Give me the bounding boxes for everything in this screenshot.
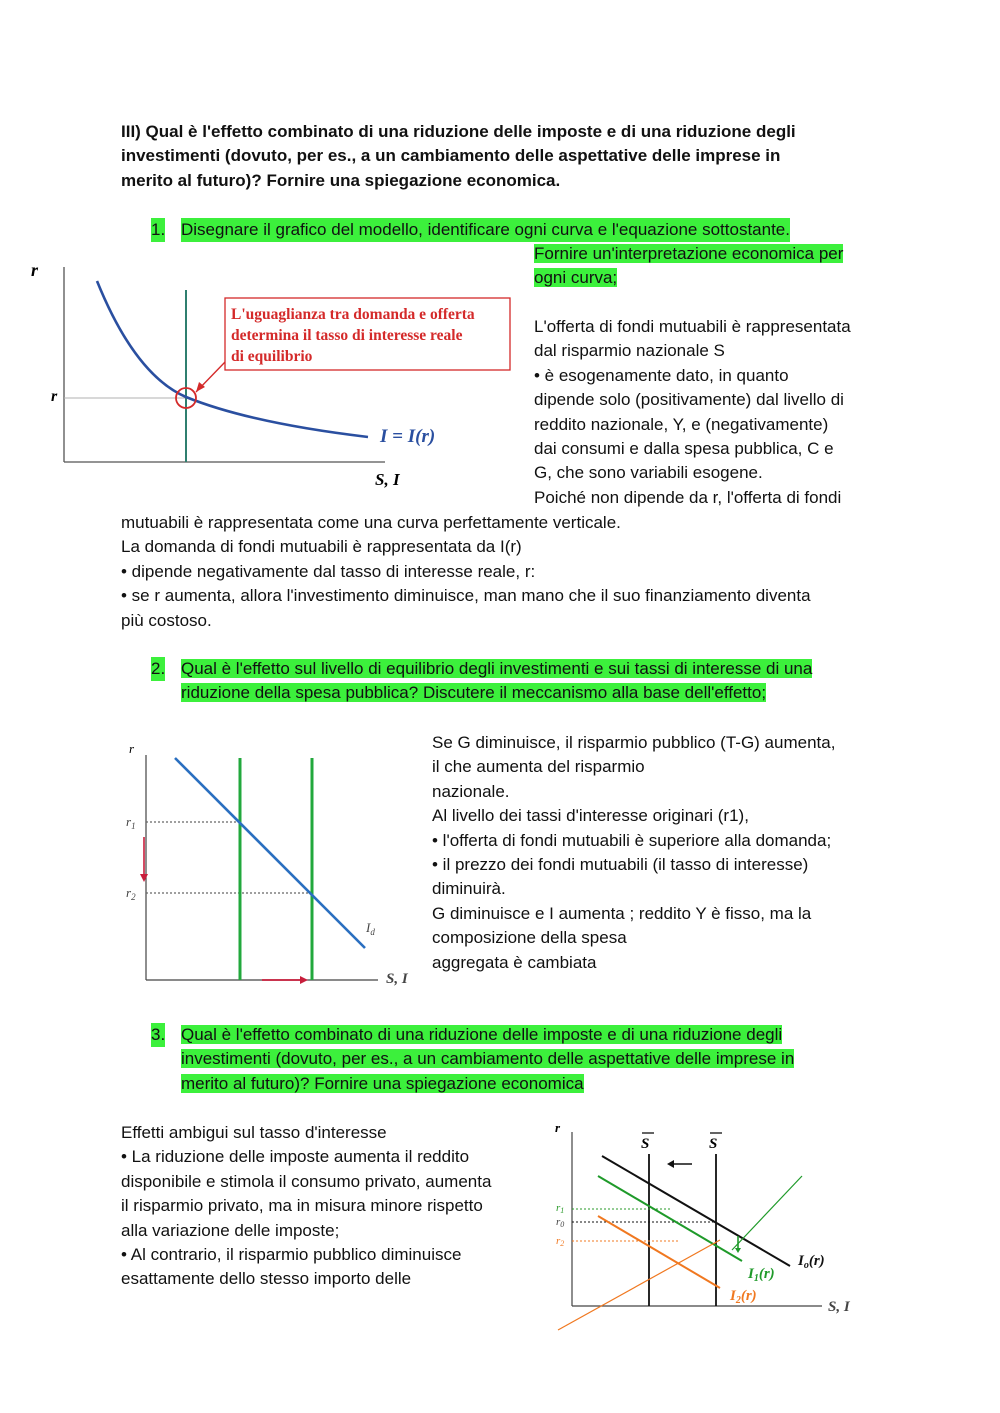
question-1-line: Fornire un'interpretazione economica per (534, 244, 844, 263)
text-line: dal risparmio nazionale S (534, 341, 725, 361)
question-3-line: Qual è l'effetto combinato di una riduzione delle imposte e di una riduzione degli (181, 1025, 783, 1044)
i0-label: $I_o(r)$ (798, 1253, 825, 1271)
text-line: • se r aumenta, allora l'investimento diminuisce, man mano che il suo finanziamento diventa (121, 586, 811, 606)
text-line: G diminuisce e I aumenta ; reddito Y è fisso, ma la (432, 903, 812, 923)
y-axis-label: r (555, 1120, 561, 1135)
question-number: 2. (151, 657, 165, 681)
r0-label: r0 (556, 1216, 565, 1229)
callout-line: L'uguaglianza tra domanda e offerta (231, 306, 475, 323)
text-line: dai consumi e dalla spesa pubblica, C e (534, 439, 834, 459)
government-spending-chart (120, 740, 420, 1000)
callout-line: di equilibrio (231, 348, 313, 365)
text-line: diminuirà. (432, 879, 506, 899)
text-line: Poiché non dipende da r, l'offerta di fondi (534, 487, 842, 507)
question-2-line: riduzione della spesa pubblica? Discutere il meccanismo alla base dell'effetto; (181, 683, 767, 703)
text-line: G, che sono variabili esogene. (534, 463, 763, 483)
r1-label: $r_1$ (126, 814, 136, 831)
text-line: • l'offerta di fondi mutuabili è superiore alla domanda; (432, 830, 832, 850)
main-question-line: III) Qual è l'effetto combinato di una riduzione delle imposte e di una riduzione degli (121, 122, 796, 141)
callout-line: determina il tasso di interesse reale (231, 327, 463, 344)
i1-label: $I_1(r)$ (748, 1266, 775, 1284)
text-line: Se G diminuisce, il risparmio pubblico (T-G) aumenta, (432, 733, 836, 752)
question-1-line: ogni curva; (534, 268, 618, 288)
i1-pointer (732, 1176, 802, 1250)
text-line: esattamente dello stesso importo delle (121, 1269, 412, 1289)
spending-explanation (432, 731, 892, 975)
text-line: disponibile e stimola il consumo privato, aumenta (121, 1171, 492, 1191)
question-number: 1. (151, 218, 165, 242)
i1-curve (598, 1176, 742, 1261)
i2-curve (598, 1216, 720, 1288)
supply-shift-arrowhead (667, 1160, 674, 1168)
demand-curve-label: $I_d$ (366, 920, 375, 937)
main-question-line: merito al futuro)? Fornire una spiegazione economica. (121, 170, 561, 190)
rate-decrease-arrowhead (140, 874, 148, 882)
text-line: • il prezzo dei fondi mutuabili (il tasso di interesse) (432, 855, 809, 875)
demand-curve (175, 758, 365, 948)
text-line: Al livello dei tassi d'interesse originari (r1), (432, 806, 749, 826)
question-number: 3. (151, 1023, 165, 1047)
x-axis-label: S, I (828, 1299, 850, 1315)
question-3 (151, 1023, 891, 1097)
text-line: La domanda di fondi mutuabili è rappresentata da I(r) (121, 537, 522, 557)
question-1 (151, 218, 881, 244)
text-line: mutuabili è rappresentata come una curva perfettamente verticale. (121, 513, 621, 532)
curve-label: I = I(r) (380, 426, 436, 447)
question-1-continued (534, 242, 843, 291)
i0-curve (602, 1156, 790, 1266)
question-3-line: investimenti (dovuto, per es., a un cambiamento delle aspettative delle imprese in (181, 1049, 795, 1069)
text-line: più costoso. (121, 610, 212, 630)
loanable-funds-chart (20, 255, 520, 495)
text-line: L'offerta di fondi mutuabili è rappresentata (534, 317, 851, 336)
y-axis-label: r (31, 260, 39, 280)
demand-explanation (121, 511, 921, 633)
y-axis-label: r (129, 741, 135, 756)
text-line: • dipende negativamente dal tasso di interesse reale, r: (121, 561, 536, 581)
text-line: reddito nazionale, Y, e (negativamente) (534, 414, 829, 434)
text-line: composizione della spesa (432, 928, 627, 948)
text-line: il che aumenta del risparmio (432, 757, 645, 777)
demand-shift-arrowhead (735, 1248, 741, 1253)
i2-extension (558, 1240, 720, 1330)
x-axis-label: S, I (386, 971, 408, 987)
r1-label: r1 (556, 1202, 565, 1215)
text-line: • è esogenamente dato, in quanto (534, 365, 789, 385)
supply-shift-arrowhead (300, 976, 308, 984)
text-line: • Al contrario, il risparmio pubblico diminuisce (121, 1245, 462, 1265)
text-line: alla variazione delle imposte; (121, 1220, 340, 1240)
i2-label: $I_2(r)$ (730, 1288, 757, 1306)
s-left-label: S (641, 1136, 650, 1152)
text-line: Effetti ambigui sul tasso d'interesse (121, 1123, 387, 1142)
x-axis-label: S, I (375, 470, 400, 489)
r2-label: $r_2$ (126, 885, 136, 902)
question-2 (151, 657, 891, 707)
r2-label: r2 (556, 1235, 565, 1248)
text-line: il risparmio privato, ma in misura minore rispetto (121, 1196, 483, 1216)
text-line: nazionale. (432, 781, 510, 801)
main-question-line: investimenti (dovuto, per es., a un cambiamento delle aspettative delle imprese in (121, 146, 781, 166)
question-3-line: merito al futuro)? Fornire una spiegazione economica (181, 1073, 584, 1093)
question-1-line: Disegnare il grafico del modello, identificare ogni curva e l'equazione sottostante. (181, 218, 790, 242)
equilibrium-rate-label: r (51, 388, 58, 405)
text-line: • La riduzione delle imposte aumenta il reddito (121, 1147, 470, 1167)
question-2-line: Qual è l'effetto sul livello di equilibrio degli investimenti e sui tassi di interesse di una (181, 659, 813, 678)
main-question (121, 120, 921, 193)
s-right-label: S (709, 1136, 718, 1152)
tax-investment-explanation (121, 1121, 541, 1292)
tax-investment-chart (550, 1118, 870, 1338)
text-line: aggregata è cambiata (432, 952, 597, 972)
text-line: dipende solo (positivamente) dal livello di (534, 390, 844, 410)
supply-explanation (534, 315, 894, 510)
